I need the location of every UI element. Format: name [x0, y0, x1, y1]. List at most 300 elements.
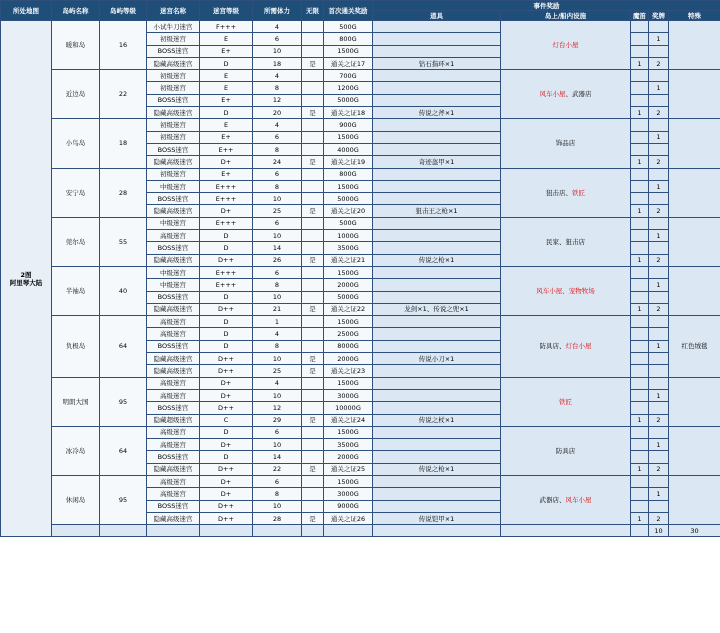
maze-level: E+++ [200, 266, 253, 278]
maze-level: E+ [200, 168, 253, 180]
medal: 2 [649, 205, 669, 217]
maze-unlimited: 是 [302, 107, 324, 119]
total-empty [373, 525, 501, 537]
table-row [1, 316, 720, 328]
maze-first-reward: 500G [324, 217, 373, 229]
medal [649, 193, 669, 205]
maze-stamina: 10 [253, 45, 302, 57]
maze-first-reward: 1000G [324, 230, 373, 242]
maze-unlimited [302, 33, 324, 45]
maze-first-reward: 1500G [324, 180, 373, 192]
maze-unlimited [302, 500, 324, 512]
maze-item [373, 426, 501, 438]
maze-first-reward: 700G [324, 70, 373, 82]
header-unlimited: 无限 [302, 1, 324, 21]
maze-name: BOSS迷宫 [147, 451, 200, 463]
medal: 1 [649, 279, 669, 291]
maze-first-reward: 通关之证21 [324, 254, 373, 266]
maze-item [373, 21, 501, 33]
maze-item [373, 143, 501, 155]
maze-name: 高级迷宫 [147, 377, 200, 389]
medal: 2 [649, 512, 669, 524]
island-level: 28 [100, 168, 147, 217]
table-row [1, 21, 720, 33]
magic-flute [631, 180, 649, 192]
maze-unlimited [302, 377, 324, 389]
maze-unlimited [302, 230, 324, 242]
maze-item: 奇迹盔甲×1 [373, 156, 501, 168]
magic-flute [631, 143, 649, 155]
maze-name: BOSS迷宫 [147, 402, 200, 414]
maze-level: D [200, 57, 253, 69]
maze-stamina: 26 [253, 254, 302, 266]
maze-first-reward: 通关之证25 [324, 463, 373, 475]
maze-level: D [200, 291, 253, 303]
maze-unlimited [302, 143, 324, 155]
table-row [1, 217, 720, 229]
maze-stamina: 20 [253, 107, 302, 119]
maze-level: E+++ [200, 193, 253, 205]
magic-flute [631, 328, 649, 340]
table-body [1, 21, 720, 537]
maze-name: 高级迷宫 [147, 230, 200, 242]
special [669, 426, 720, 475]
maze-item [373, 217, 501, 229]
magic-flute [631, 70, 649, 82]
island-name: 半袖岛 [52, 266, 100, 315]
total-empty [501, 525, 631, 537]
maze-name: BOSS迷宫 [147, 340, 200, 352]
maze-item [373, 291, 501, 303]
magic-flute: 1 [631, 512, 649, 524]
maze-stamina: 1 [253, 316, 302, 328]
maze-unlimited [302, 266, 324, 278]
maze-first-reward: 1500G [324, 377, 373, 389]
medal [649, 242, 669, 254]
maze-item [373, 365, 501, 377]
maze-first-reward: 1500G [324, 45, 373, 57]
maze-stamina: 6 [253, 475, 302, 487]
maze-first-reward: 1200G [324, 82, 373, 94]
maze-name: 高级迷宫 [147, 475, 200, 487]
medal: 1 [649, 82, 669, 94]
maze-level: D+ [200, 205, 253, 217]
maze-unlimited: 是 [302, 365, 324, 377]
maze-stamina: 6 [253, 426, 302, 438]
maze-level: D++ [200, 365, 253, 377]
maze-level: D [200, 242, 253, 254]
facility-text: 饰品店 [555, 139, 576, 148]
maze-name: 中级迷宫 [147, 217, 200, 229]
magic-flute [631, 230, 649, 242]
maze-first-reward: 1500G [324, 131, 373, 143]
island-facility [501, 426, 631, 475]
maze-first-reward: 800G [324, 168, 373, 180]
table-row [1, 475, 720, 487]
facility-text: 灯台小屋 [565, 342, 592, 351]
medal [649, 291, 669, 303]
maze-name: 高级迷宫 [147, 389, 200, 401]
magic-flute [631, 82, 649, 94]
medal [649, 328, 669, 340]
total-empty [631, 525, 649, 537]
magic-flute [631, 168, 649, 180]
maze-item [373, 45, 501, 57]
magic-flute [631, 353, 649, 365]
maze-level: D++ [200, 353, 253, 365]
island-facility [501, 217, 631, 266]
maze-name: 初级迷宫 [147, 131, 200, 143]
maze-unlimited: 是 [302, 512, 324, 524]
maze-stamina: 6 [253, 266, 302, 278]
island-level: 95 [100, 377, 147, 426]
maze-first-reward: 通关之证22 [324, 303, 373, 315]
maze-name: 初级迷宫 [147, 168, 200, 180]
maze-level: D [200, 230, 253, 242]
maze-name: 小试牛刀迷宫 [147, 21, 200, 33]
header-magic-flute: 魔笛 [631, 11, 649, 21]
maze-stamina: 25 [253, 365, 302, 377]
maze-stamina: 12 [253, 402, 302, 414]
table-row [1, 70, 720, 82]
maze-item: 传说之枪×1 [373, 254, 501, 266]
maze-level: D+ [200, 488, 253, 500]
island-facility [501, 316, 631, 377]
maze-item [373, 389, 501, 401]
maze-level: D++ [200, 254, 253, 266]
magic-flute [631, 94, 649, 106]
island-level: 55 [100, 217, 147, 266]
maze-stamina: 10 [253, 230, 302, 242]
maze-unlimited [302, 340, 324, 352]
maze-name: 隐藏高级迷宫 [147, 303, 200, 315]
island-name: 休闲岛 [52, 475, 100, 524]
maze-item [373, 266, 501, 278]
maze-item: 传说之斧×1 [373, 107, 501, 119]
maze-item [373, 279, 501, 291]
magic-flute [631, 340, 649, 352]
maze-level: D+ [200, 156, 253, 168]
maze-first-reward: 1500G [324, 266, 373, 278]
magic-flute [631, 439, 649, 451]
maze-unlimited [302, 82, 324, 94]
maze-stamina: 10 [253, 193, 302, 205]
facility-text: 防具店 [555, 446, 576, 455]
total-empty [324, 525, 373, 537]
maze-item [373, 94, 501, 106]
maze-item [373, 340, 501, 352]
header-medal: 奖牌 [649, 11, 669, 21]
medal: 2 [649, 303, 669, 315]
island-facility [501, 168, 631, 217]
maze-unlimited: 是 [302, 463, 324, 475]
maze-name: 高级迷宫 [147, 426, 200, 438]
maze-item [373, 402, 501, 414]
island-level: 18 [100, 119, 147, 168]
maze-stamina: 10 [253, 291, 302, 303]
maze-name: BOSS迷宫 [147, 143, 200, 155]
maze-unlimited: 是 [302, 414, 324, 426]
maze-stamina: 4 [253, 119, 302, 131]
special [669, 119, 720, 168]
maze-level: D++ [200, 500, 253, 512]
facility-text: 灯台小屋 [552, 41, 579, 50]
maze-stamina: 22 [253, 463, 302, 475]
table-row [1, 266, 720, 278]
maze-stamina: 28 [253, 512, 302, 524]
island-facility [501, 119, 631, 168]
maze-unlimited [302, 45, 324, 57]
table-row [1, 168, 720, 180]
maze-stamina: 10 [253, 389, 302, 401]
maze-name: 初级迷宫 [147, 82, 200, 94]
maze-stamina: 8 [253, 279, 302, 291]
maze-name: 隐藏高级迷宫 [147, 512, 200, 524]
island-facility [501, 475, 631, 524]
maze-level: D+ [200, 389, 253, 401]
medal [649, 402, 669, 414]
total-empty [100, 525, 147, 537]
magic-flute [631, 488, 649, 500]
maze-item: 传说之杖×1 [373, 414, 501, 426]
maze-first-reward: 2000G [324, 451, 373, 463]
maze-first-reward: 3000G [324, 488, 373, 500]
maze-first-reward: 2000G [324, 279, 373, 291]
special: 红色绒毯 [669, 316, 720, 377]
magic-flute: 1 [631, 414, 649, 426]
maze-item [373, 33, 501, 45]
header-maze-level: 迷宫等级 [200, 1, 253, 21]
maze-name: BOSS迷宫 [147, 242, 200, 254]
maze-unlimited: 是 [302, 156, 324, 168]
magic-flute [631, 451, 649, 463]
maze-item [373, 316, 501, 328]
maze-name: BOSS迷宫 [147, 193, 200, 205]
header-map: 所处地图 [1, 1, 52, 21]
medal: 2 [649, 463, 669, 475]
maze-level: E+ [200, 94, 253, 106]
maze-unlimited [302, 328, 324, 340]
special [669, 377, 720, 426]
maze-stamina: 24 [253, 156, 302, 168]
medal: 1 [649, 389, 669, 401]
medal: 1 [649, 340, 669, 352]
map-cell: 2图 阿里琴大陆 [1, 21, 52, 537]
magic-flute: 1 [631, 107, 649, 119]
maze-unlimited [302, 426, 324, 438]
maze-first-reward: 5000G [324, 193, 373, 205]
maze-unlimited [302, 389, 324, 401]
maze-level: E [200, 70, 253, 82]
maze-unlimited [302, 94, 324, 106]
maze-item [373, 488, 501, 500]
island-level: 64 [100, 316, 147, 377]
maze-item: 龙剑×1、传说之兜×1 [373, 303, 501, 315]
maze-level: C [200, 414, 253, 426]
medal: 1 [649, 33, 669, 45]
totals-row [1, 525, 720, 537]
special [669, 217, 720, 266]
medal: 1 [649, 180, 669, 192]
header-facility: 岛上/船内设施 [501, 11, 631, 21]
maze-item [373, 242, 501, 254]
island-facility [501, 70, 631, 119]
maze-item: 传说小刀×1 [373, 353, 501, 365]
maze-stamina: 4 [253, 70, 302, 82]
maze-first-reward: 通关之证24 [324, 414, 373, 426]
maze-level: E+++ [200, 180, 253, 192]
maze-item [373, 328, 501, 340]
total-empty [200, 525, 253, 537]
island-facility [501, 21, 631, 70]
maze-item [373, 82, 501, 94]
maze-unlimited [302, 21, 324, 33]
maze-stamina: 14 [253, 242, 302, 254]
medal: 2 [649, 57, 669, 69]
maze-unlimited: 是 [302, 205, 324, 217]
medal: 1 [649, 230, 669, 242]
maze-first-reward: 3500G [324, 439, 373, 451]
island-name: 近边岛 [52, 70, 100, 119]
magic-flute [631, 45, 649, 57]
maze-level: E [200, 33, 253, 45]
magic-flute: 1 [631, 205, 649, 217]
maze-name: BOSS迷宫 [147, 500, 200, 512]
medal: 2 [649, 254, 669, 266]
maze-first-reward: 900G [324, 119, 373, 131]
maze-unlimited [302, 119, 324, 131]
maze-level: E+ [200, 45, 253, 57]
medal [649, 21, 669, 33]
magic-flute [631, 33, 649, 45]
maze-first-reward: 通关之证17 [324, 57, 373, 69]
maze-unlimited [302, 291, 324, 303]
magic-flute [631, 500, 649, 512]
magic-flute [631, 426, 649, 438]
maze-name: BOSS迷宫 [147, 291, 200, 303]
maze-level: D++ [200, 402, 253, 414]
magic-flute [631, 475, 649, 487]
maze-unlimited [302, 242, 324, 254]
medal [649, 426, 669, 438]
maze-level: D [200, 451, 253, 463]
maze-stamina: 8 [253, 180, 302, 192]
maze-name: 隐藏高级迷宫 [147, 463, 200, 475]
facility-text: 铁匠 [559, 397, 572, 406]
maze-unlimited [302, 217, 324, 229]
maze-unlimited [302, 193, 324, 205]
maze-unlimited: 是 [302, 353, 324, 365]
maze-name: 初级迷宫 [147, 33, 200, 45]
medal: 2 [649, 107, 669, 119]
maze-stamina: 8 [253, 143, 302, 155]
island-name: 明朗大国 [52, 377, 100, 426]
maze-unlimited [302, 180, 324, 192]
maze-stamina: 10 [253, 353, 302, 365]
maze-stamina: 10 [253, 500, 302, 512]
maze-item [373, 451, 501, 463]
medal: 1 [649, 131, 669, 143]
maze-stamina: 21 [253, 303, 302, 315]
maze-first-reward: 5000G [324, 291, 373, 303]
maze-unlimited [302, 488, 324, 500]
medal [649, 500, 669, 512]
magic-flute [631, 389, 649, 401]
maze-unlimited [302, 402, 324, 414]
maze-first-reward: 通关之证18 [324, 107, 373, 119]
island-name: 负极岛 [52, 316, 100, 377]
maze-name: 隐藏高级迷宫 [147, 156, 200, 168]
maze-level: D [200, 426, 253, 438]
magic-flute: 1 [631, 254, 649, 266]
maze-stamina: 4 [253, 21, 302, 33]
magic-flute [631, 291, 649, 303]
island-name: 小鸟岛 [52, 119, 100, 168]
maze-first-reward: 500G [324, 21, 373, 33]
maze-first-reward: 1500G [324, 475, 373, 487]
total-medal: 30 [669, 525, 720, 537]
special [669, 70, 720, 119]
medal [649, 365, 669, 377]
magic-flute [631, 131, 649, 143]
medal: 2 [649, 414, 669, 426]
maze-stamina: 6 [253, 131, 302, 143]
maze-level: D++ [200, 303, 253, 315]
maze-level: F+++ [200, 21, 253, 33]
maze-level: D+ [200, 439, 253, 451]
header-stamina: 所需体力 [253, 1, 302, 21]
maze-stamina: 18 [253, 57, 302, 69]
maze-stamina: 10 [253, 439, 302, 451]
header-first-reward: 首次通关奖励 [324, 1, 373, 21]
maze-name: 隐藏高级迷宫 [147, 107, 200, 119]
medal [649, 353, 669, 365]
maze-item: 狙击王之枪×1 [373, 205, 501, 217]
maze-item [373, 119, 501, 131]
facility-text: 风车小屋 [565, 496, 592, 505]
maze-name: 隐藏高级迷宫 [147, 365, 200, 377]
total-empty [302, 525, 324, 537]
medal [649, 45, 669, 57]
medal [649, 70, 669, 82]
special [669, 475, 720, 524]
maze-stamina: 6 [253, 33, 302, 45]
maze-stamina: 29 [253, 414, 302, 426]
maze-unlimited [302, 131, 324, 143]
medal [649, 94, 669, 106]
maze-item [373, 377, 501, 389]
magic-flute [631, 377, 649, 389]
maze-stamina: 12 [253, 94, 302, 106]
total-empty [52, 525, 100, 537]
maze-stamina: 8 [253, 488, 302, 500]
maze-level: D++ [200, 463, 253, 475]
maze-first-reward: 通关之证23 [324, 365, 373, 377]
maze-level: E++ [200, 143, 253, 155]
medal: 1 [649, 488, 669, 500]
maze-level: D [200, 107, 253, 119]
medal: 2 [649, 156, 669, 168]
maze-unlimited: 是 [302, 254, 324, 266]
maze-level: D+ [200, 475, 253, 487]
maze-item: 传说之枪×1 [373, 463, 501, 475]
maze-first-reward: 4000G [324, 143, 373, 155]
maze-level: E [200, 119, 253, 131]
maze-name: 高级迷宫 [147, 439, 200, 451]
maze-first-reward: 10000G [324, 402, 373, 414]
medal [649, 266, 669, 278]
table-row [1, 119, 720, 131]
